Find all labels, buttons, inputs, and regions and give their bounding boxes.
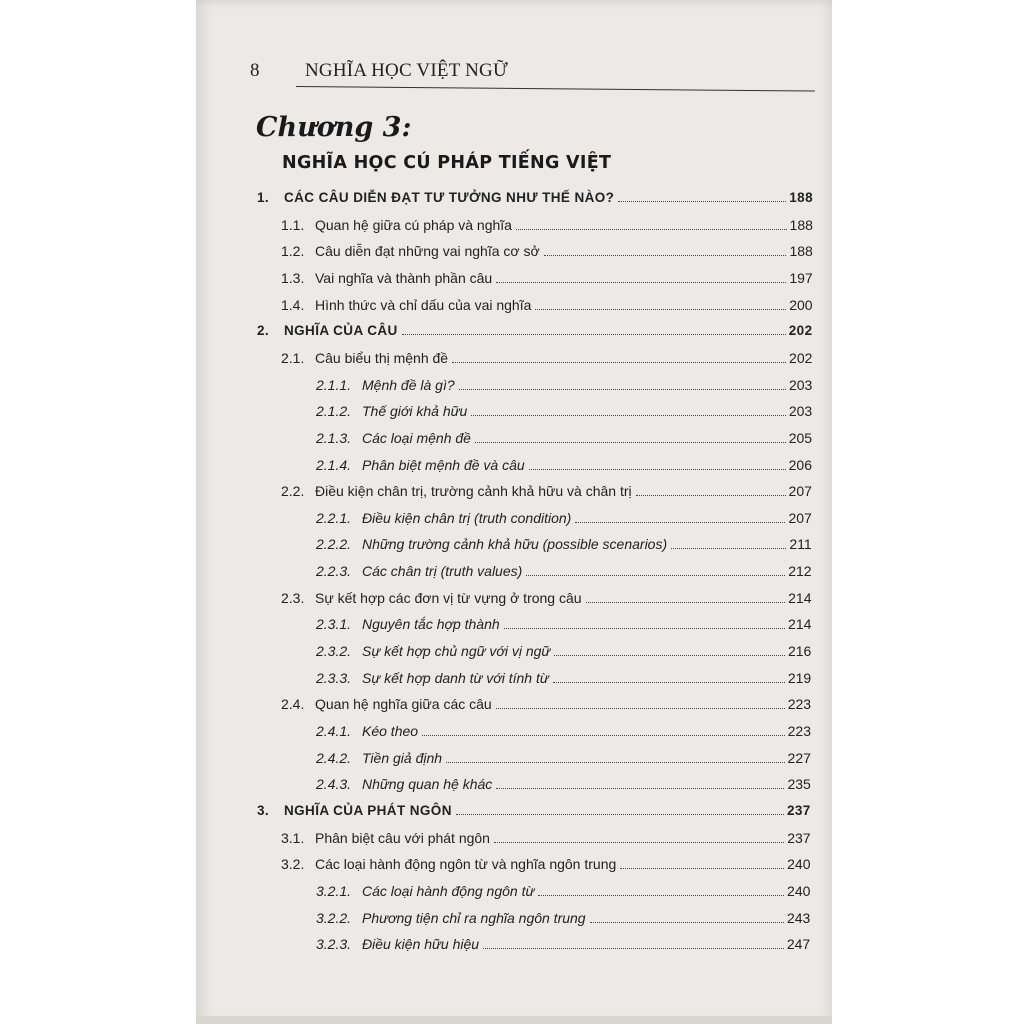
toc-entry bbox=[281, 270, 813, 292]
dot-leader bbox=[496, 788, 784, 789]
dot-leader bbox=[586, 602, 786, 603]
toc-entry-number: 2.2. bbox=[281, 483, 305, 500]
toc-entry-page: 247 bbox=[786, 936, 811, 953]
toc-entry-number: 2.3.1. bbox=[316, 616, 352, 633]
toc-entry-title: Điều kiện hữu hiệu bbox=[362, 936, 480, 953]
toc-entry-page: 205 bbox=[788, 429, 813, 446]
dot-leader bbox=[535, 309, 786, 310]
toc-entry-number: 3.1. bbox=[281, 829, 305, 846]
page-number: 8 bbox=[250, 60, 260, 81]
toc-entry-number: 2.1. bbox=[281, 349, 305, 366]
toc-entry-page: 216 bbox=[787, 643, 812, 660]
dot-leader bbox=[446, 762, 784, 763]
dot-leader bbox=[553, 682, 785, 683]
toc-entry-page: 237 bbox=[786, 802, 811, 818]
toc-entry-number: 2.2.3. bbox=[316, 563, 352, 580]
dot-leader bbox=[620, 868, 784, 869]
toc-entry bbox=[316, 403, 812, 425]
toc-entry-number: 2.1.1. bbox=[316, 376, 352, 393]
toc-entry-title: Quan hệ giữa cú pháp và nghĩa bbox=[315, 216, 512, 233]
toc-entry-number: 1. bbox=[257, 190, 270, 205]
toc-entry bbox=[316, 883, 810, 905]
toc-entry-title: Phân biệt mệnh đề và câu bbox=[362, 456, 525, 473]
toc-entry bbox=[316, 723, 811, 745]
dot-leader bbox=[590, 922, 784, 923]
toc-entry-number: 2.4.1. bbox=[316, 723, 352, 739]
dot-leader bbox=[496, 708, 785, 709]
toc-entry-number: 1.4. bbox=[281, 296, 305, 313]
toc-entry-page: 188 bbox=[789, 190, 813, 205]
toc-entry-number: 2.4.2. bbox=[316, 749, 352, 766]
toc-entry-page: 214 bbox=[788, 589, 812, 606]
toc-entry-title: Sự kết hợp danh từ với tính từ bbox=[362, 669, 549, 686]
toc-entry-number: 2.1.2. bbox=[316, 403, 352, 420]
toc-entry-number: 2. bbox=[257, 323, 270, 339]
toc-entry-number: 3. bbox=[257, 802, 270, 818]
dot-leader bbox=[504, 628, 785, 629]
toc-entry-title: Các loại mệnh đề bbox=[362, 429, 471, 446]
toc-entry-page: 237 bbox=[787, 829, 811, 846]
toc-entry-page: 243 bbox=[786, 909, 811, 926]
toc-entry-page: 240 bbox=[787, 856, 811, 873]
toc-entry-page: 203 bbox=[788, 403, 813, 420]
dot-leader bbox=[471, 415, 786, 416]
toc-entry bbox=[281, 483, 812, 505]
toc-entry-title: Hình thức và chỉ dấu của vai nghĩa bbox=[315, 296, 532, 313]
toc-entry-title: Những trường cảnh khả hữu (possible scenarios) bbox=[362, 536, 668, 553]
toc-entry-page: 188 bbox=[789, 216, 813, 233]
chapter-title: NGHĨA HỌC CÚ PHÁP TIẾNG VIỆT bbox=[282, 153, 612, 173]
toc-entry-title: Thế giới khả hữu bbox=[362, 403, 468, 420]
toc-entry-page: 240 bbox=[787, 882, 811, 899]
toc-entry-number: 1.2. bbox=[281, 243, 305, 260]
toc-entry bbox=[281, 856, 811, 878]
toc-entry bbox=[316, 536, 812, 558]
dot-leader bbox=[575, 522, 785, 523]
chapter-label: Chương 3: bbox=[256, 112, 412, 143]
toc-entry-title: Sự kết hợp chủ ngữ với vị ngữ bbox=[362, 643, 551, 660]
toc-entry-page: 188 bbox=[789, 243, 813, 260]
toc-entry-number: 1.1. bbox=[281, 216, 305, 233]
toc-entry-number: 2.3. bbox=[281, 589, 305, 606]
toc-entry-title: Điều kiện chân trị (truth condition) bbox=[362, 509, 572, 526]
toc-entry-number: 3.2.3. bbox=[316, 936, 352, 953]
toc-entry bbox=[281, 830, 811, 852]
toc-entry-page: 227 bbox=[787, 749, 811, 766]
toc-entry bbox=[316, 750, 811, 772]
toc-entry-title: Phân biệt câu với phát ngôn bbox=[315, 829, 490, 846]
toc-entry-number: 2.3.2. bbox=[316, 643, 352, 660]
toc-entry bbox=[316, 936, 810, 958]
toc-entry-title: Điều kiện chân trị, trường cảnh khả hữu và chân trị bbox=[315, 483, 632, 500]
toc-section bbox=[257, 323, 813, 345]
dot-leader bbox=[538, 895, 784, 896]
toc-entry-title: NGHĨA CỦA PHÁT NGÔN bbox=[284, 802, 452, 818]
dot-leader bbox=[544, 255, 787, 256]
toc-entry-page: 223 bbox=[787, 723, 811, 739]
toc-entry bbox=[316, 643, 811, 665]
dot-leader bbox=[529, 469, 786, 470]
toc-entry-title: Câu biểu thị mệnh đề bbox=[315, 349, 449, 366]
toc-entry bbox=[281, 696, 811, 718]
toc-entry bbox=[281, 350, 812, 372]
toc-entry-title: Mệnh đề là gì? bbox=[362, 376, 455, 393]
dot-leader bbox=[422, 735, 785, 736]
toc-entry-page: 197 bbox=[789, 269, 813, 286]
dot-leader bbox=[618, 201, 786, 202]
toc-entry-title: Quan hệ nghĩa giữa các câu bbox=[315, 696, 492, 713]
toc-entry-page: 202 bbox=[789, 349, 813, 366]
toc-entry bbox=[316, 910, 810, 932]
toc-entry-number: 2.2.1. bbox=[316, 509, 352, 526]
toc-entry-number: 1.3. bbox=[281, 269, 305, 286]
toc-entry-page: 200 bbox=[789, 296, 813, 313]
toc-entry-number: 2.1.4. bbox=[316, 456, 352, 473]
toc-entry bbox=[316, 776, 811, 798]
toc-entry bbox=[316, 377, 812, 399]
toc-entry bbox=[316, 430, 812, 452]
dot-leader bbox=[483, 948, 784, 949]
toc-entry-page: 212 bbox=[788, 563, 812, 580]
dot-leader bbox=[475, 442, 786, 443]
toc-entry-title: Các loại hành động ngôn từ bbox=[362, 882, 535, 899]
toc-entry-title: Phương tiện chỉ ra nghĩa ngôn trung bbox=[362, 909, 586, 926]
toc-entry bbox=[281, 217, 813, 239]
toc-entry-title: Kéo theo bbox=[362, 723, 419, 739]
toc-entry-title: Các loại hành động ngôn từ và nghĩa ngôn trung bbox=[315, 856, 617, 873]
dot-leader bbox=[494, 842, 784, 843]
toc-entry bbox=[316, 670, 811, 692]
toc-entry-title: Sự kết hợp các đơn vị từ vựng ở trong câu bbox=[315, 589, 582, 606]
toc-entry-page: 223 bbox=[787, 696, 812, 713]
toc-entry-title: Tiền giả định bbox=[362, 749, 443, 766]
toc-entry-page: 211 bbox=[789, 536, 812, 553]
toc-entry bbox=[316, 510, 812, 532]
toc-entry-page: 214 bbox=[788, 616, 812, 633]
toc-entry-title: NGHĨA CỦA CÂU bbox=[284, 323, 398, 339]
dot-leader bbox=[452, 362, 786, 363]
toc-entry bbox=[281, 590, 812, 612]
toc-entry-title: Vai nghĩa và thành phần câu bbox=[315, 269, 493, 286]
toc-entry-page: 207 bbox=[788, 509, 812, 526]
dot-leader bbox=[671, 548, 786, 549]
toc-entry-number: 2.3.3. bbox=[316, 669, 352, 686]
toc-entry bbox=[316, 563, 812, 585]
toc-entry-page: 235 bbox=[787, 776, 811, 793]
toc-entry-number: 2.4.3. bbox=[316, 776, 352, 793]
toc-entry-number: 2.2.2. bbox=[316, 536, 352, 553]
toc-entry-title: Nguyên tắc hợp thành bbox=[362, 616, 500, 633]
running-title: NGHĨA HỌC VIỆT NGỮ bbox=[305, 60, 508, 81]
toc-entry-title: Câu diễn đạt những vai nghĩa cơ sở bbox=[315, 243, 540, 260]
toc-entry-page: 202 bbox=[788, 323, 813, 339]
toc-section bbox=[257, 803, 811, 825]
toc-entry-number: 2.1.3. bbox=[316, 429, 352, 446]
toc-entry-number: 3.2.2. bbox=[316, 909, 352, 926]
toc-entry bbox=[316, 457, 812, 479]
toc-section bbox=[257, 190, 813, 212]
dot-leader bbox=[526, 575, 785, 576]
dot-leader bbox=[554, 655, 785, 656]
toc-entry-page: 207 bbox=[788, 483, 812, 500]
toc-entry-page: 219 bbox=[787, 669, 812, 686]
dot-leader bbox=[516, 229, 787, 230]
toc-entry-number: 3.2. bbox=[281, 856, 305, 873]
toc-entry-page: 206 bbox=[788, 456, 812, 473]
toc-entry-page: 203 bbox=[788, 376, 813, 393]
dot-leader bbox=[496, 282, 786, 283]
toc-entry bbox=[316, 616, 811, 638]
toc-entry-title: Các chân trị (truth values) bbox=[362, 563, 523, 580]
dot-leader bbox=[456, 814, 784, 815]
toc-entry bbox=[281, 297, 813, 319]
dot-leader bbox=[459, 389, 786, 390]
toc-entry bbox=[281, 243, 813, 265]
toc-entry-number: 2.4. bbox=[281, 696, 305, 713]
dot-leader bbox=[636, 495, 786, 496]
toc-entry-title: CÁC CÂU DIỄN ĐẠT TƯ TƯỞNG NHƯ THẾ NÀO? bbox=[284, 190, 615, 205]
toc-entry-number: 3.2.1. bbox=[316, 882, 352, 899]
dot-leader bbox=[402, 334, 786, 335]
toc-entry-title: Những quan hệ khác bbox=[362, 776, 493, 793]
